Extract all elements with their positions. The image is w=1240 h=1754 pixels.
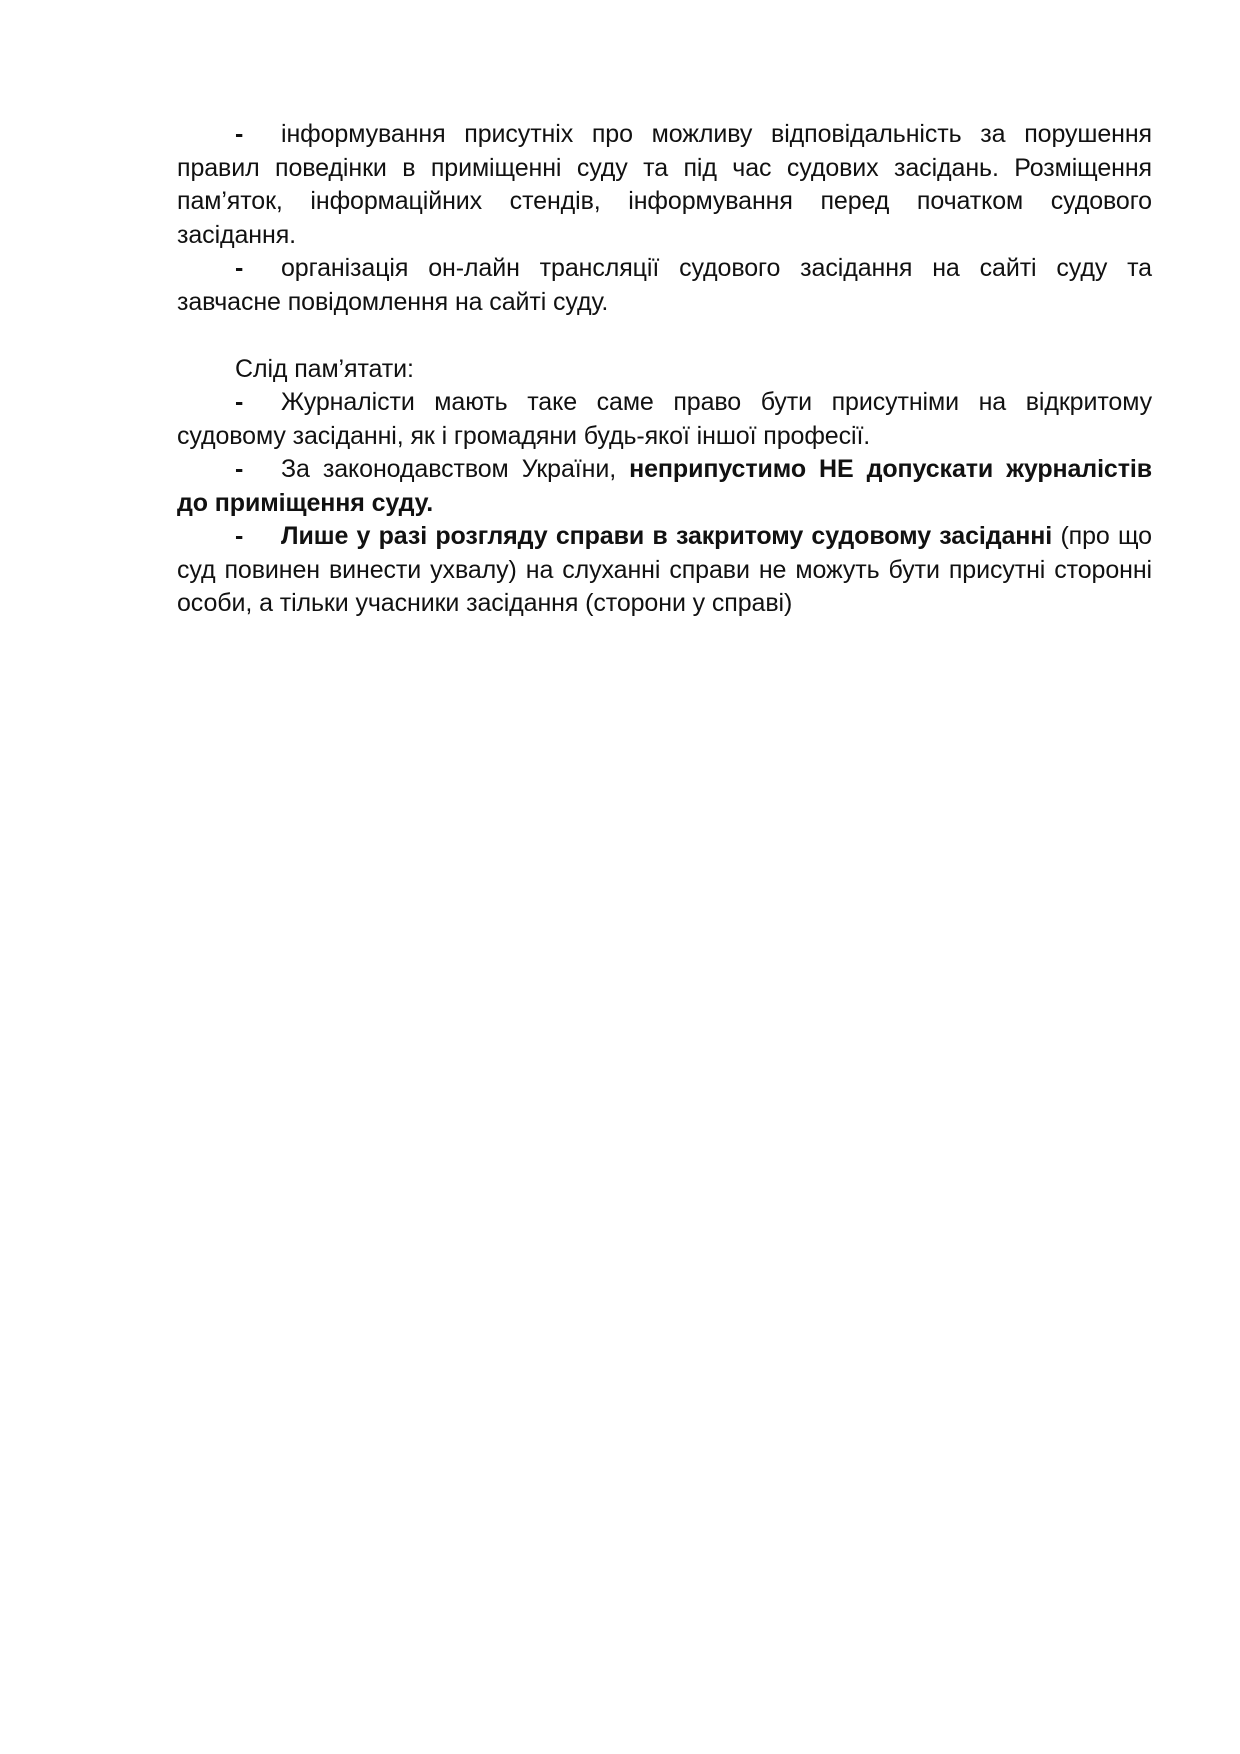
list-item-text: організація он-лайн трансляції судового засідання на сайті суду та завчасне повідомлення на сайті суду. (177, 254, 1152, 316)
bullet-dash: - (235, 388, 244, 416)
list-item-bold-text: Лише у разі розгляду справи в закритому судовому засіданні (281, 522, 1053, 550)
list-item (177, 453, 1152, 520)
list-item (177, 118, 1152, 252)
document-body (177, 118, 1152, 621)
list-item (177, 386, 1152, 453)
remember-heading: Слід пам’ятати: (235, 354, 414, 383)
list-item-text: Журналісти мають таке саме право бути присутніми на відкритому судовому засіданні, як і громадяни будь-якої іншої професії. (177, 388, 1152, 450)
list-item-text: інформування присутніх про можливу відповідальність за порушення правил поведінки в приміщенні суду та під час судових засідань. Розміщення пам’яток, інформаційних стендів, інформування перед початком судового засідання. (177, 120, 1152, 249)
list-item-suffix: (про що суд повинен винести ухвалу) на слуханні справи не можуть бути присутні сторонні особи, а тільки учасники засідання (сторони у справі) (177, 522, 1152, 617)
list-item-bold-text: неприпустимо НЕ допускати журналістів до приміщення суду (177, 455, 1152, 517)
bullet-dash: - (235, 120, 244, 148)
list-item (177, 520, 1152, 621)
bullet-dash: - (235, 522, 244, 550)
bullet-dash: - (235, 455, 244, 483)
list-item-suffix: . (426, 488, 434, 517)
list-item (177, 252, 1152, 319)
list-item-prefix: За законодавством України, (281, 455, 630, 483)
bullet-dash: - (235, 254, 244, 282)
paragraph-gap (177, 319, 1152, 353)
